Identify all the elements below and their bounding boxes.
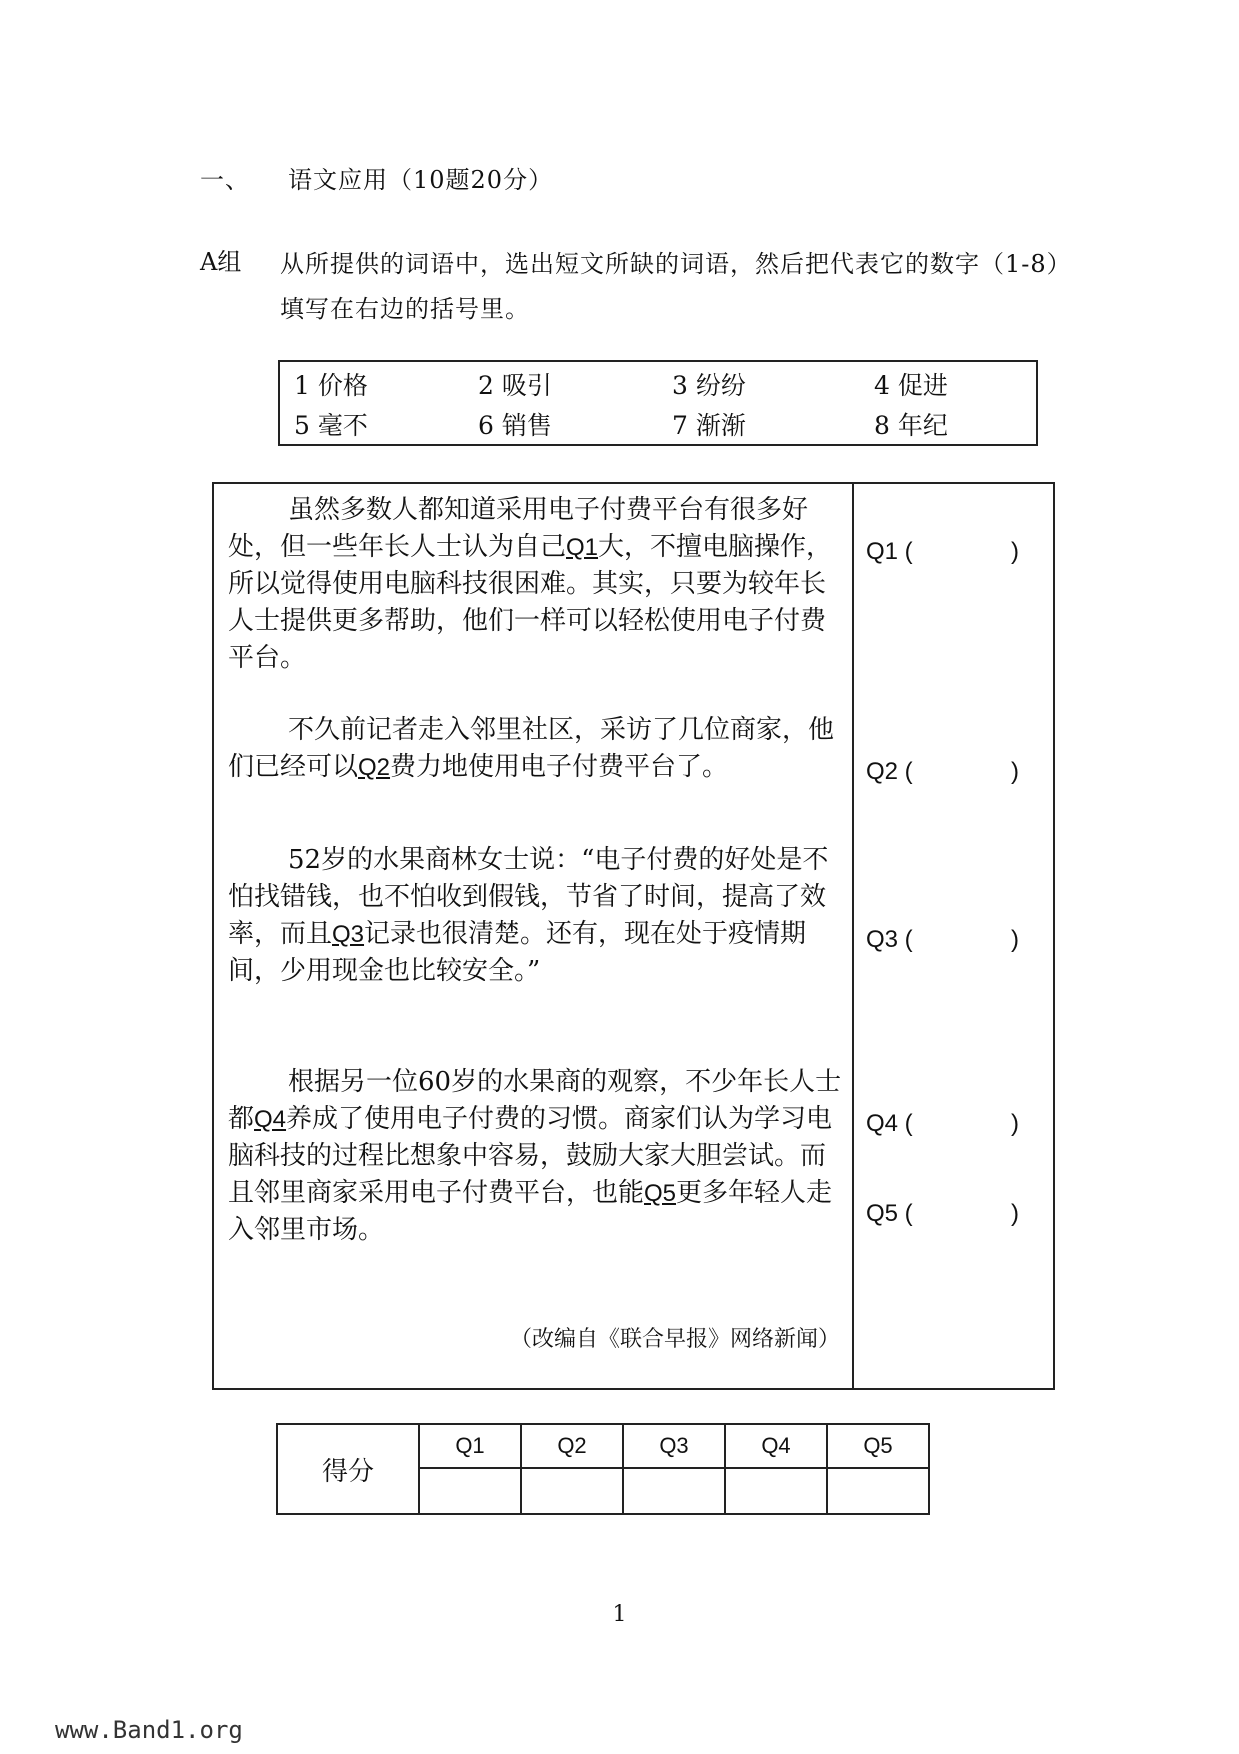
group-label: A组 [200, 248, 242, 276]
answer-slot-q5[interactable]: Q5 ( ) [866, 1200, 1019, 1227]
score-cell-q4[interactable] [725, 1468, 827, 1514]
answer-slot-q2[interactable]: Q2 ( ) [866, 758, 1019, 785]
word-bank-item: 1 价格 [294, 371, 368, 400]
instruction-text: 从所提供的词语中，选出短文所缺的词语，然后把代表它的数字（1-8）填写在右边的括号里。 [280, 250, 1060, 323]
answer-slot-q3[interactable]: Q3 ( ) [866, 926, 1019, 953]
blank-q3: Q3 [332, 921, 365, 948]
score-table [276, 1423, 930, 1515]
section-title [200, 160, 553, 195]
passage-paragraph-3: 52岁的水果商林女士说：“电子付费的好处是不怕找错钱，也不怕收到假钱，节省了时间，提高了效率，而且Q3记录也很清楚。还有，现在处于疫情期间，少用现金也比较安全。” [228, 845, 829, 986]
word-bank-item: 6 销售 [478, 411, 552, 440]
word-bank-item: 3 纷纷 [672, 371, 746, 400]
score-header-q2: Q2 [521, 1424, 623, 1468]
passage-paragraph-1: 虽然多数人都知道采用电子付费平台有很多好处，但一些年长人士认为自己Q1大，不擅电脑操作，所以觉得使用电脑科技很困难。其实，只要为较年长人士提供更多帮助，他们一样可以轻松使用电子付费平台。 [228, 495, 833, 673]
blank-q1: Q1 [566, 534, 599, 561]
word-bank [278, 360, 1038, 446]
score-label: 得分 [277, 1424, 419, 1514]
passage-paragraph-2: 不久前记者走入邻里社区，采访了几位商家，他们已经可以Q2费力地使用电子付费平台了。 [228, 715, 835, 782]
score-header-q3: Q3 [623, 1424, 725, 1468]
score-cell-q2[interactable] [521, 1468, 623, 1514]
answer-column-divider [852, 482, 854, 1390]
page-number: 1 [612, 1602, 627, 1627]
source-citation: （改编自《联合早报》网络新闻） [509, 1327, 840, 1352]
score-cell-q3[interactable] [623, 1468, 725, 1514]
score-cell-q1[interactable] [419, 1468, 521, 1514]
word-bank-item: 7 渐渐 [672, 411, 746, 440]
section-title-text: 语文应用（10题20分） [288, 166, 554, 194]
blank-q2: Q2 [358, 754, 391, 781]
section-number: 一、 [200, 166, 250, 194]
answer-slot-q1[interactable]: Q1 ( ) [866, 538, 1019, 565]
footer-watermark: www.Band1.org [55, 1716, 243, 1744]
score-cell-q5[interactable] [827, 1468, 929, 1514]
score-header-q4: Q4 [725, 1424, 827, 1468]
score-header-q5: Q5 [827, 1424, 929, 1468]
word-bank-item: 4 促进 [874, 371, 948, 400]
blank-q4: Q4 [254, 1106, 287, 1133]
word-bank-item: 5 毫不 [294, 411, 368, 440]
answer-slot-q4[interactable]: Q4 ( ) [866, 1110, 1019, 1137]
score-header-q1: Q1 [419, 1424, 521, 1468]
blank-q5: Q5 [644, 1180, 677, 1207]
passage-paragraph-4: 根据另一位60岁的水果商的观察，不少年长人士都Q4养成了使用电子付费的习惯。商家们认为学习电脑科技的过程比想象中容易，鼓励大家大胆尝试。而且邻里商家采用电子付费平台，也能Q5更多年轻人走入邻里市场。 [228, 1067, 842, 1245]
word-bank-item: 8 年纪 [874, 411, 948, 440]
word-bank-item: 2 吸引 [478, 371, 552, 400]
